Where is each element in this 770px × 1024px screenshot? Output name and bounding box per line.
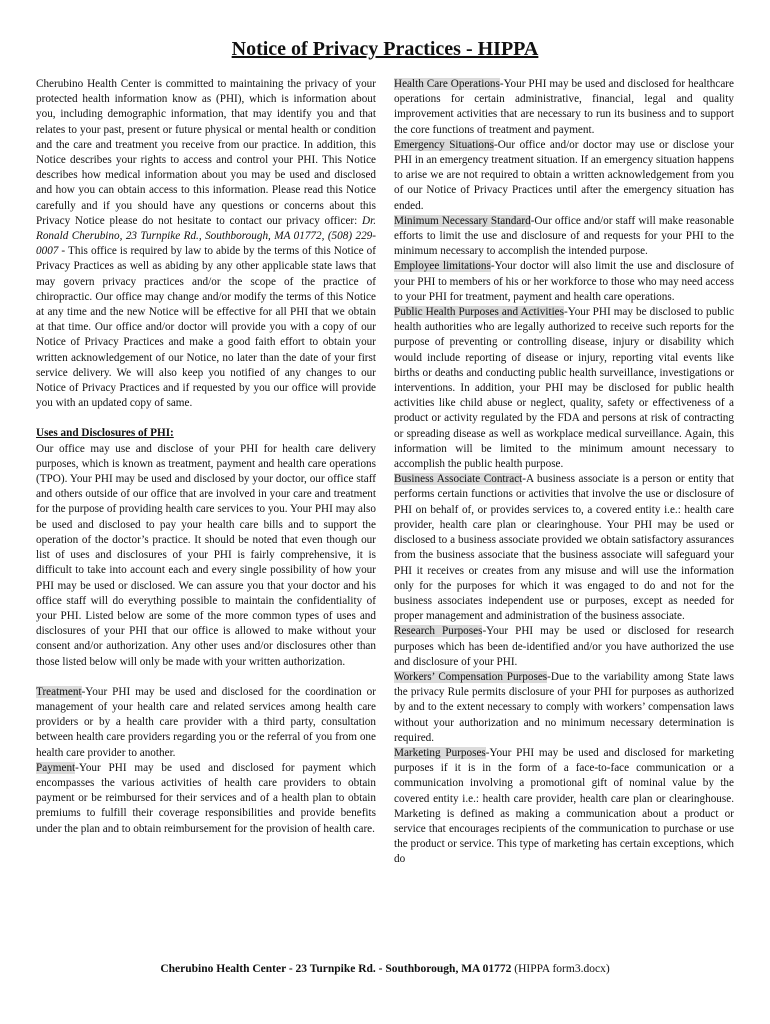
term-label: Minimum Necessary Standard bbox=[394, 214, 531, 227]
term-text: -Your PHI may be used and disclosed for healthcare operations for certain administrative, financial, legal and quality improvement activities that are necessary to run its business and to support the core functions of treatment and payment. bbox=[394, 78, 734, 136]
term-label: Payment bbox=[36, 761, 76, 774]
term-label: Treatment bbox=[36, 685, 82, 698]
term-payment bbox=[36, 761, 376, 837]
privacy-officer-contact: Dr. Ronald Cherubino, 23 Turnpike Rd., Southborough, MA 01772, (508) 229-0007 bbox=[36, 214, 376, 258]
term-workers-compensation bbox=[394, 670, 734, 746]
footer-filename: (HIPPA form3.docx) bbox=[514, 963, 610, 975]
page-footer bbox=[0, 963, 770, 975]
intro-text-continued: - This office is required by law to abide by the terms of this Notice of Privacy Practices as well as abiding by any other applicable state laws that may govern privacy practices and/or the scope of the practice of chiropractic. Our office may change and/or modify the terms of this Notice at any time and the new Notice will be effective for all PHI that we obtain at that time. Our office and/or doctor will provide you with a copy of our Notice of Privacy Practices and make a good faith effort to obtain your written acknowledgement of our Notice, no later than the date of your first service delivery. We will also keep you notified of any changes to our Notice of Privacy Practices and if requested by you our office will provide you with an updated copy of same. bbox=[36, 245, 376, 410]
term-research bbox=[394, 624, 734, 670]
page-title: Notice of Privacy Practices - HIPPA bbox=[231, 38, 539, 60]
intro-text: Cherubino Health Center is committed to maintaining the privacy of your protected health information know as (PHI), which is information about you, including demographic information, that may identify you and that relates to your past, present or future physical or mental health or condition and the care and treatment you receive from our practice. In addition, this Notice describes your rights to access and control your PHI. This Notice describes how medical information about you may be used and disclosed and how you can obtain access to this information. Please read this Notice carefully and if you should have any questions or concerns about this Privacy Notice please do not hesitate to contact our privacy officer: bbox=[36, 78, 376, 227]
term-employee-limitations bbox=[394, 259, 734, 305]
term-text: -Our office and/or staff will make reasonable efforts to limit the use and disclosure of and requests for your PHI to the minimum necessary to accomplish the intended purpose. bbox=[394, 214, 734, 258]
term-health-care-operations bbox=[394, 77, 734, 138]
term-text: -Your doctor will also limit the use and disclosure of your PHI to members of his or her workforce to those who may need access to your PHI for treatment, payment and health care operations. bbox=[394, 260, 735, 303]
term-treatment bbox=[36, 685, 376, 761]
term-label: Emergency Situations bbox=[394, 138, 494, 151]
term-label: Research Purposes bbox=[394, 625, 483, 638]
left-column bbox=[36, 77, 376, 837]
term-text: -Our office and/or doctor may use or disclose your PHI in an emergency treatment situation. If an emergency situation happens to arise we are not required to obtain a written acknowledgement from you of our Notice of Privacy Practices until after the emergency situation has ended. bbox=[394, 138, 734, 212]
term-label: Workers’ Compensation Purposes bbox=[394, 670, 548, 683]
term-text: -Your PHI may be used or disclosed for research purposes which has been de-identified and/or you have authorized the use and disclosure of your PHI. bbox=[394, 625, 734, 668]
term-marketing bbox=[394, 746, 734, 868]
uses-heading: Uses and Disclosures of PHI: bbox=[36, 427, 174, 440]
term-business-associate bbox=[394, 472, 734, 624]
term-label: Marketing Purposes bbox=[394, 746, 486, 759]
intro-paragraph bbox=[36, 77, 376, 411]
term-text: -Your PHI may be used and disclosed for payment which encompasses the various activities of health care providers to obtain payment or be reimbursed for their services and of a health plan to obtain premiums to fulfill their coverage responsibilities and provide benefits under the plan and to obtain reimbursement for the provision of health care. bbox=[36, 761, 376, 835]
right-column bbox=[394, 77, 734, 868]
term-label: Employee limitations bbox=[394, 260, 491, 273]
term-text: -Due to the variability among State laws the privacy Rule permits disclosure of your PHI for purposes as authorized by and to the extent necessary to comply with workers’ compensation laws without your authorization and no minimum necessary determination is required. bbox=[394, 670, 734, 744]
term-emergency-situations bbox=[394, 138, 734, 214]
footer-address: Cherubino Health Center - 23 Turnpike Rd. - Southborough, MA 01772 bbox=[160, 963, 512, 975]
term-label: Health Care Operations bbox=[394, 78, 500, 90]
term-text: -Your PHI may be used and disclosed for marketing purposes if it is in the form of a face-to-face communication or a communication involving a promotional gift of nominal value by the covered entity i.e.: health care provider, health care plan or clearinghouse. Marketing is defined as making a communication about a product or service that encourages recipients of the communication to purchase or use the product or service. This type of marketing has certain exceptions, which do bbox=[394, 746, 734, 866]
term-public-health bbox=[394, 305, 734, 472]
term-label: Business Associate Contract bbox=[394, 473, 523, 486]
term-text: -Your PHI may be disclosed to public health authorities who are legally authorized to receive such reports for the purpose of preventing or controlling disease, injury or disability which would include reporting of disease or injury, reporting vital events like births or deaths and conducting public health surveillance, investigations or interventions. In addition, your PHI may be disclosed for public health activities like child abuse or neglect, quality, safety or effectiveness of a product or activity regulated by the FDA and persons at risk of contracting or spreading disease as well as workplace medical surveillance. Again, this information will be limited to the minimum amount necessary to accomplish the public health purpose. bbox=[394, 306, 734, 471]
term-text: -A business associate is a person or entity that performs certain functions or activities that involve the use or disclosure of PHI on behalf of, or provides services to, a covered entity i.e.: health care provider, health care plan or clearinghouse. Your PHI may be used or disclosed to a business associate provided we obtain satisfactory assurances from the business associate that the business associate will safeguard your PHI it receives or creates from any misuse and will use the information only for the purposes for which it was engaged to do and not for the business associates independent use or purposes, except as needed for proper management and administration of the business associate. bbox=[394, 473, 735, 623]
term-label: Public Health Purposes and Activities bbox=[394, 306, 565, 319]
uses-paragraph: Our office may use and disclose of your PHI for health care delivery purposes, which is known as treatment, payment and health care operations (TPO). Your PHI may be used and disclosed by your doctor, our office staff and others outside of our office that are involved in your care and treatment for the purpose of providing health care services to you. Your PHI may also be used and disclosed to pay your health care bills and to support the operation of the doctor’s practice. It should be noted that even though our list of uses and disclosures of your PHI is fairly comprehensive, it is difficult to take into account each and every single possibility of how your PHI may be used or disclosed. We can assure you that your doctor and his office staff will do everything possible to maintain the confidentiality of your PHI. Listed below are some of the more common types of uses and disclosures of your PHI that our office is allowed to make without your consent and/or authorization. Any other uses and/or disclosures other than those listed below will only be made with your written authorization. bbox=[36, 442, 376, 668]
term-text: -Your PHI may be used and disclosed for the coordination or management of your health care and related services among health care providers or by a health care provider with a third party, consultation between health care providers regarding you or the referral of you from one health care provider to another. bbox=[36, 685, 376, 759]
term-minimum-necessary bbox=[394, 214, 734, 260]
